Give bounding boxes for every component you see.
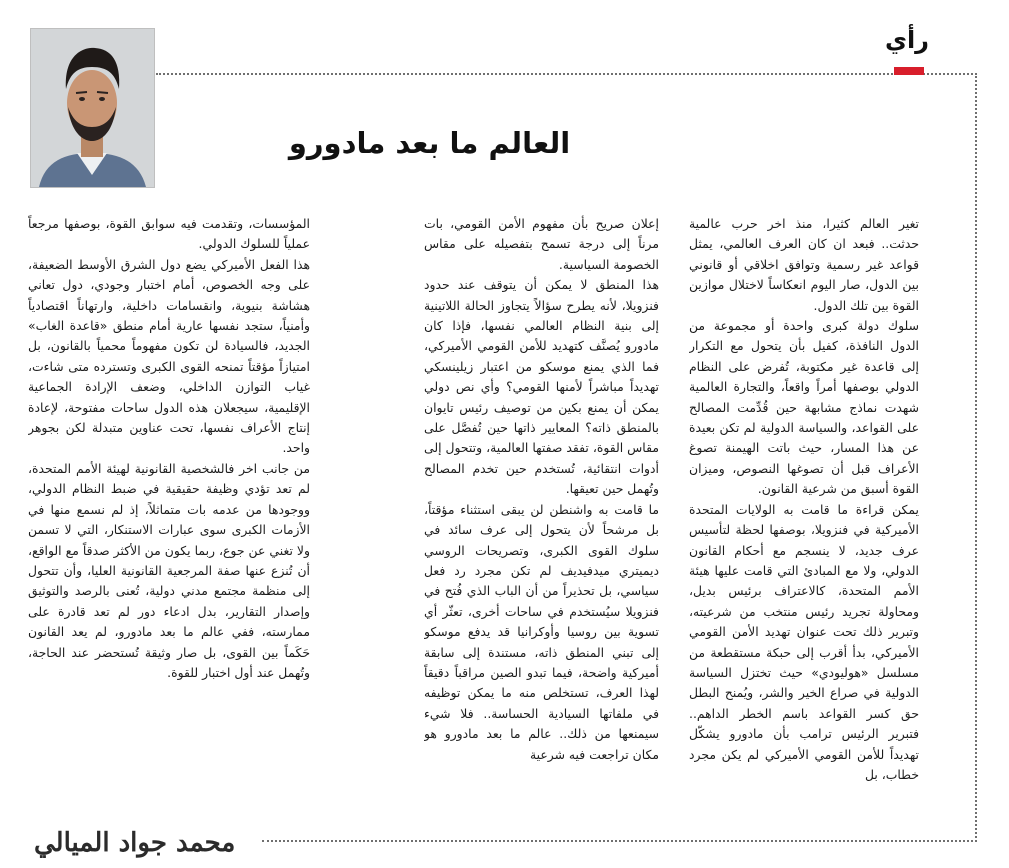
paragraph: ما قامت به واشنطن لن يبقى استثناء مؤقتاً، بل مرشحاً لأن يتحول إلى عرف سائد في سلوك القوى الكبرى، وتصريحات الروسي ديميتري ميدفيديف لم تكن مجرد رد فعل سياسي، بل تحذيراً من أن الباب الذي فُتح في فنزويلا سيُستخدم في ساحات أخرى، تعثّر أي تسوية بين روسيا وأوكرانيا قد يدفع موسكو إلى تبني المنطق ذاته، مستندة إلى سابقة أميركية واضحة، فيما تبدو الصين مراقباً دقيقاً لهذا العرف، تستخلص منه ما يمكن توظيفه في ملفاتها السيادية الحساسة.. فلا شيء سيمنعها من ذلك.. عالم ما بعد مادورو هو مكان تراجعت فيه شرعية [424, 501, 659, 762]
paragraph: المؤسسات، وتقدمت فيه سوابق القوة، بوصفها مرجعاً عملياً للسلوك الدولي. [28, 216, 310, 252]
bottom-dotted-rule [262, 840, 977, 842]
paragraph: هذا المنطق لا يمكن أن يتوقف عند حدود فنزويلا، لأنه يطرح سؤالاً يتجاوز الحالة اللاتينية إلى بنية النظام العالمي نفسها، فإذا كان مادورو يُصنَّف كتهديد للأمن القومي الأميركي، فما الذي يمنع موسكو من اعتبار زيلينسكي تهديداً مباشراً لأمنها القومي؟ وأي نص دولي يمكن أن يمنع بكين من توصيف رئيس تايوان بالمنطق ذاته؟ المعايير ذاتها حين تُفصَّل على مقاس القوة، تفقد صفتها العالمية، وتتحول إلى أدوات انتقائية، تُستخدم حين تخدم المصالح وتُهمل حين تعيقها. [424, 277, 659, 497]
article-column-2 [424, 214, 659, 810]
article-title: العالم ما بعد مادورو [288, 126, 571, 160]
paragraph: من جانب اخر فالشخصية القانونية لهيئة الأمم المتحدة، لم تعد تؤدي وظيفة حقيقية في ضبط النظام الدولي، ووجودها من عدمه بات متماثلاً، إذ لم نسمع منها في الأزمات الكبرى سوى عبارات الاستنكار، التي لا تسمن ولا تغني عن جوع، ربما يكون من الأكثر صدقاً مع الواقع، أن تُنزع عنها صفة المرجعية القانونية العليا، وأن تتحول إلى منظمة مجتمع مدني دولية، تُعنى بالرصد والتوثيق وإصدار التقارير، بدل ادعاء دور لم تعد قادرة على ممارسته، ففي عالم ما بعد مادورو، لم يعد القانون حَكَماً بين القوى، بل صار وثيقة تُستحضر عند الحاجة، وتُهمل عند أول اختبار للقوة. [28, 460, 310, 680]
paragraph: تغير العالم كثيرا، منذ اخر حرب عالمية حدثت.. فبعد ان كان العرف العالمي، يمثل قواعد غير رسمية وتوافق اخلاقي أو قانوني بين الدول، صار اليوم انعكاساً لاختلال موازين القوة بين تلك الدول. [689, 216, 919, 313]
paragraph: يمكن قراءة ما قامت به الولايات المتحدة الأميركية في فنزويلا، بوصفها لحظة لتأسيس عرف جديد، لا ينسجم مع أحكام القانون الدولي، ولا مع المبادئ التي قامت عليها هيئة الأمم المتحدة، كالاعتراف برئيس بديل، ومحاولة تجريد رئيس منتخب من شرعيته، وتبرير ذلك تحت عنوان تهديد الأمن القومي الأميركي، بدأ أقرب إلى حبكة مستقطعة من مسلسل «هوليودي» حيث تختزل السياسة الدولية في صراع الخير والشر، ويُمنح البطل حق كسر القواعد باسم الخطر الداهم.. فتبرير الرئيس ترامب بأن مادورو يشكّل تهديداً للأمن القومي الأميركي لم يكن مجرد خطاب، بل [689, 501, 919, 782]
article-column-1 [689, 214, 919, 810]
section-label: رأي [884, 26, 929, 54]
paragraph: هذا الفعل الأميركي يضع دول الشرق الأوسط الضعيفة، على وجه الخصوص، أمام اختبار وجودي، دول تعاني هشاشة بنيوية، وانقسامات داخلية، وارتهاناً اقتصادياً وأمنياً، ستجد نفسها عارية أمام منطق «قاعدة الغاب» الجديد، فالسيادة لن تكون مفهوماً محمياً بالقانون، بل امتيازاً مؤقتاً تمنحه القوى الكبرى وتسترده متى شاءت، غياب التوازن الداخلي، وضعف الإرادة الجماعية الإقليمية، سيجعلان هذه الدول ساحات مفتوحة، لإعادة إنتاج الأعراف نفسها، تحت عناوين متبدلة لكن بجوهر واحد. [28, 256, 310, 456]
paragraph: إعلان صريح بأن مفهوم الأمن القومي، بات مرناً إلى درجة تسمح بتفصيله على مقاس الخصومة السياسية. [424, 216, 659, 272]
author-photo [30, 28, 155, 188]
top-dotted-rule [156, 73, 977, 75]
section-accent-bar [894, 67, 924, 75]
article-column-3 [28, 214, 310, 810]
author-portrait-image [31, 29, 154, 187]
paragraph: سلوك دولة كبرى واحدة أو مجموعة من الدول النافذة، كفيل بأن يتحول مع التكرار إلى قاعدة غير مكتوبة، تُفرض على النظام الدولي بوصفها أمراً واقعاً، والتجارة العالمية شهدت نماذج مشابهة حين قُدِّمت المصالح على القواعد، والسياسة الدولية لم تكن بعيدة عن هذا المسار، حيث باتت الهيمنة تصوغ الأعراف قبل أن تصوغها النصوص، وميزان القوة أسبق من شرعية القانون. [689, 318, 919, 497]
right-dotted-rule [975, 73, 977, 842]
author-name: محمد جواد الميالي [34, 828, 236, 858]
